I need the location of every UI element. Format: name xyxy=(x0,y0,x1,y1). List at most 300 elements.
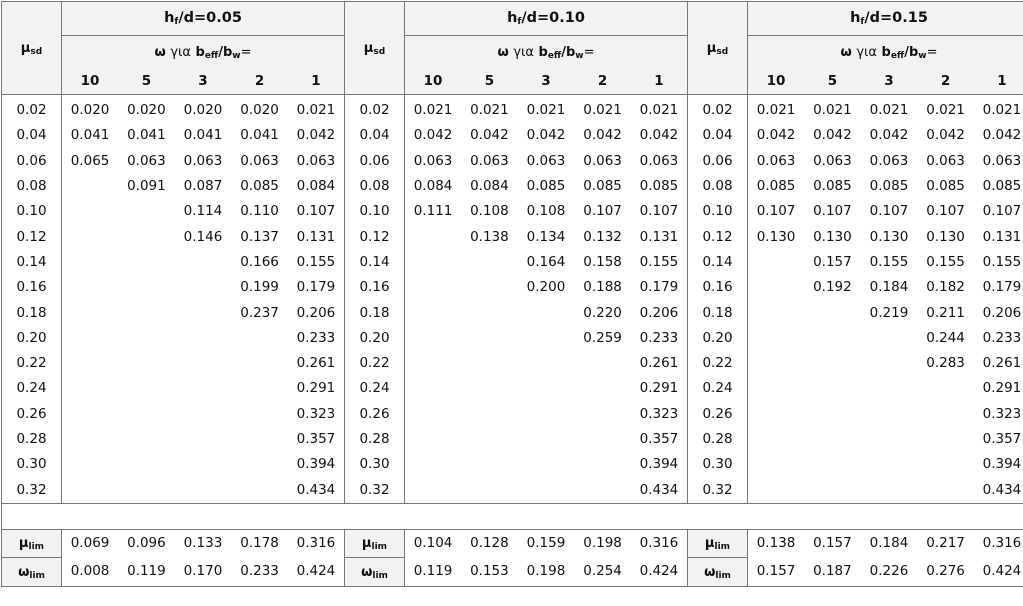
omega-value xyxy=(748,402,805,427)
omega-value: 0.021 xyxy=(804,95,861,124)
omega-value xyxy=(175,326,232,351)
omega-value xyxy=(118,199,175,224)
omega-value xyxy=(405,326,462,351)
omega-value: 0.323 xyxy=(974,402,1023,427)
eff-sub: eff xyxy=(548,51,561,61)
omega-value xyxy=(62,199,119,224)
w-sub: w xyxy=(918,51,926,61)
equals-text: = xyxy=(241,45,252,60)
limit-value: 0.198 xyxy=(518,558,575,587)
omega-value xyxy=(62,174,119,199)
omega-value: 0.394 xyxy=(974,452,1023,477)
limit-symbol xyxy=(2,558,62,587)
omega-value: 0.114 xyxy=(175,199,232,224)
mu-value: 0.04 xyxy=(345,123,405,148)
omega-value: 0.291 xyxy=(631,376,688,401)
mu-value: 0.04 xyxy=(688,123,748,148)
omega-value: 0.323 xyxy=(288,402,345,427)
mu-value: 0.16 xyxy=(345,275,405,300)
mu-value: 0.10 xyxy=(688,199,748,224)
ratio-header: 3 xyxy=(518,69,575,95)
symbol-text: μ xyxy=(364,41,374,56)
table-row xyxy=(2,149,1023,174)
limit-value: 0.157 xyxy=(748,558,805,587)
symbol-text: ω xyxy=(361,565,372,580)
omega-label xyxy=(62,36,345,70)
mu-value: 0.14 xyxy=(688,250,748,275)
mu-value: 0.08 xyxy=(688,174,748,199)
mu-value: 0.14 xyxy=(2,250,62,275)
omega-value: 0.063 xyxy=(574,149,631,174)
omega-value: 0.164 xyxy=(518,250,575,275)
omega-value: 0.199 xyxy=(231,275,288,300)
omega-value xyxy=(175,376,232,401)
omega-value xyxy=(175,351,232,376)
omega-value: 0.085 xyxy=(804,174,861,199)
omega-value: 0.179 xyxy=(631,275,688,300)
symbol-text: μ xyxy=(19,536,29,551)
omega-value: 0.111 xyxy=(405,199,462,224)
omega-value xyxy=(405,452,462,477)
limit-value: 0.138 xyxy=(748,529,805,558)
subscript-text: lim xyxy=(372,542,388,552)
omega-value xyxy=(574,351,631,376)
limit-value: 0.159 xyxy=(518,529,575,558)
omega-value: 0.041 xyxy=(231,123,288,148)
omega-value: 0.021 xyxy=(631,95,688,124)
omega-value: 0.085 xyxy=(748,174,805,199)
omega-value xyxy=(405,224,462,249)
omega-value: 0.138 xyxy=(461,224,518,249)
omega-value xyxy=(518,326,575,351)
omega-value: 0.155 xyxy=(974,250,1023,275)
bw-text: /b xyxy=(561,45,575,60)
omega-value: 0.434 xyxy=(974,477,1023,503)
limit-value: 0.096 xyxy=(118,529,175,558)
omega-value xyxy=(518,300,575,325)
limit-value: 0.178 xyxy=(231,529,288,558)
group-title-suffix: /d=0.10 xyxy=(521,10,585,26)
omega-value: 0.021 xyxy=(518,95,575,124)
omega-value: 0.108 xyxy=(518,199,575,224)
limit-value: 0.226 xyxy=(861,558,918,587)
omega-value xyxy=(804,402,861,427)
omega-design-table xyxy=(1,1,1023,587)
eff-sub: eff xyxy=(891,51,904,61)
omega-value xyxy=(574,402,631,427)
limit-value: 0.198 xyxy=(574,529,631,558)
omega-value: 0.131 xyxy=(974,224,1023,249)
mu-value: 0.08 xyxy=(2,174,62,199)
group-title xyxy=(405,2,688,36)
mu-value: 0.10 xyxy=(345,199,405,224)
omega-value xyxy=(861,477,918,503)
omega-value: 0.063 xyxy=(748,149,805,174)
omega-value: 0.131 xyxy=(631,224,688,249)
mu-value: 0.26 xyxy=(2,402,62,427)
mu-value: 0.20 xyxy=(2,326,62,351)
omega-value: 0.085 xyxy=(861,174,918,199)
omega-value xyxy=(861,351,918,376)
mu-value: 0.04 xyxy=(2,123,62,148)
omega-value xyxy=(62,452,119,477)
omega-value xyxy=(748,452,805,477)
b-text: b xyxy=(539,45,548,60)
omega-value: 0.261 xyxy=(631,351,688,376)
table-row xyxy=(2,275,1023,300)
omega-value: 0.137 xyxy=(231,224,288,249)
limit-symbol xyxy=(345,529,405,558)
table-row xyxy=(2,174,1023,199)
omega-label xyxy=(405,36,688,70)
limit-value: 0.153 xyxy=(461,558,518,587)
limit-symbol xyxy=(688,558,748,587)
omega-value xyxy=(804,452,861,477)
omega-value xyxy=(118,250,175,275)
omega-value xyxy=(804,376,861,401)
omega-value xyxy=(861,427,918,452)
omega-value: 0.131 xyxy=(288,224,345,249)
omega-value xyxy=(405,300,462,325)
omega-value xyxy=(861,376,918,401)
omega-value: 0.192 xyxy=(804,275,861,300)
omega-value xyxy=(461,250,518,275)
group-title-prefix: h xyxy=(507,10,517,26)
table-row xyxy=(2,199,1023,224)
omega-value xyxy=(518,376,575,401)
ratio-header: 10 xyxy=(405,69,462,95)
mu-value: 0.08 xyxy=(345,174,405,199)
mu-value: 0.32 xyxy=(688,477,748,503)
omega-value: 0.042 xyxy=(574,123,631,148)
omega-value: 0.182 xyxy=(917,275,974,300)
omega-value xyxy=(405,376,462,401)
omega-value xyxy=(574,376,631,401)
omega-value: 0.065 xyxy=(62,149,119,174)
omega-value: 0.211 xyxy=(917,300,974,325)
omega-value: 0.084 xyxy=(405,174,462,199)
w-sub: w xyxy=(232,51,240,61)
omega-value: 0.041 xyxy=(118,123,175,148)
omega-value: 0.394 xyxy=(288,452,345,477)
omega-value: 0.434 xyxy=(631,477,688,503)
omega-value: 0.085 xyxy=(917,174,974,199)
omega-value xyxy=(118,477,175,503)
omega-value: 0.063 xyxy=(231,149,288,174)
omega-value xyxy=(574,452,631,477)
table-row xyxy=(2,224,1023,249)
omega-value: 0.219 xyxy=(861,300,918,325)
omega-value: 0.042 xyxy=(748,123,805,148)
ratio-header: 2 xyxy=(917,69,974,95)
limit-value: 0.424 xyxy=(631,558,688,587)
omega-value xyxy=(175,300,232,325)
subscript-text: sd xyxy=(716,47,728,57)
omega-value: 0.237 xyxy=(231,300,288,325)
omega-value xyxy=(748,275,805,300)
omega-value: 0.179 xyxy=(288,275,345,300)
omega-value: 0.063 xyxy=(288,149,345,174)
limit-symbol xyxy=(2,529,62,558)
mu-value: 0.22 xyxy=(688,351,748,376)
omega-label xyxy=(748,36,1023,70)
mu-value: 0.32 xyxy=(2,477,62,503)
mu-value: 0.22 xyxy=(345,351,405,376)
symbol-text: μ xyxy=(362,536,372,551)
limit-value: 0.133 xyxy=(175,529,232,558)
omega-value xyxy=(518,402,575,427)
bw-text: /b xyxy=(218,45,232,60)
omega-value: 0.020 xyxy=(118,95,175,124)
omega-value xyxy=(861,402,918,427)
table-row xyxy=(2,326,1023,351)
omega-value: 0.130 xyxy=(861,224,918,249)
group-title xyxy=(62,2,345,36)
omega-value: 0.166 xyxy=(231,250,288,275)
omega-value xyxy=(175,402,232,427)
group-title xyxy=(748,2,1023,36)
mu-value: 0.14 xyxy=(345,250,405,275)
mu-sd-header xyxy=(688,2,748,95)
omega-value: 0.085 xyxy=(631,174,688,199)
omega-value: 0.020 xyxy=(175,95,232,124)
mu-value: 0.02 xyxy=(688,95,748,124)
omega-value xyxy=(175,275,232,300)
gia-text: για xyxy=(856,45,877,60)
mu-value: 0.24 xyxy=(688,376,748,401)
omega-value xyxy=(405,275,462,300)
mu-value: 0.18 xyxy=(2,300,62,325)
subscript-text: lim xyxy=(29,542,45,552)
subscript-text: lim xyxy=(372,571,388,581)
omega-value: 0.085 xyxy=(518,174,575,199)
omega-value: 0.206 xyxy=(631,300,688,325)
omega-value xyxy=(231,427,288,452)
w-sub: w xyxy=(575,51,583,61)
mu-value: 0.22 xyxy=(2,351,62,376)
limit-value: 0.128 xyxy=(461,529,518,558)
mu-value: 0.28 xyxy=(345,427,405,452)
omega-value xyxy=(62,351,119,376)
table-row xyxy=(2,351,1023,376)
table-body xyxy=(2,95,1023,587)
omega-value: 0.084 xyxy=(461,174,518,199)
mu-value: 0.02 xyxy=(345,95,405,124)
omega-value xyxy=(62,402,119,427)
spacer-cell xyxy=(2,503,1023,529)
omega-value xyxy=(62,326,119,351)
limit-value: 0.170 xyxy=(175,558,232,587)
limit-symbol xyxy=(345,558,405,587)
omega-value: 0.188 xyxy=(574,275,631,300)
group-title-prefix: h xyxy=(164,10,174,26)
table-row xyxy=(2,250,1023,275)
b-text: b xyxy=(882,45,891,60)
limit-value: 0.424 xyxy=(974,558,1023,587)
group-title-suffix: /d=0.15 xyxy=(864,10,928,26)
omega-value xyxy=(461,300,518,325)
omega-value: 0.042 xyxy=(861,123,918,148)
spacer-row xyxy=(2,503,1023,529)
omega-value xyxy=(461,351,518,376)
table-row xyxy=(2,452,1023,477)
omega-value: 0.020 xyxy=(62,95,119,124)
omega-value xyxy=(405,427,462,452)
mu-sd-header xyxy=(2,2,62,95)
omega-value xyxy=(748,300,805,325)
omega-value: 0.063 xyxy=(461,149,518,174)
omega-value: 0.146 xyxy=(175,224,232,249)
omega-value: 0.041 xyxy=(175,123,232,148)
bw-text: /b xyxy=(904,45,918,60)
limit-value: 0.119 xyxy=(405,558,462,587)
omega-value: 0.063 xyxy=(974,149,1023,174)
ratio-header: 3 xyxy=(861,69,918,95)
omega-value: 0.063 xyxy=(861,149,918,174)
subscript-text: sd xyxy=(373,47,385,57)
omega-value: 0.063 xyxy=(118,149,175,174)
group-title-sub: f xyxy=(174,17,178,27)
limit-value: 0.276 xyxy=(917,558,974,587)
mu-value: 0.12 xyxy=(2,224,62,249)
symbol-text: μ xyxy=(705,536,715,551)
ratio-header: 10 xyxy=(62,69,119,95)
omega-value xyxy=(804,427,861,452)
ratio-header: 3 xyxy=(175,69,232,95)
ratio-header: 10 xyxy=(748,69,805,95)
omega-value xyxy=(405,477,462,503)
omega-value xyxy=(518,452,575,477)
omega-value: 0.021 xyxy=(461,95,518,124)
omega-value xyxy=(518,477,575,503)
limit-value: 0.233 xyxy=(231,558,288,587)
omega-value xyxy=(62,376,119,401)
limit-value: 0.316 xyxy=(288,529,345,558)
gia-text: για xyxy=(170,45,191,60)
equals-text: = xyxy=(584,45,595,60)
omega-value: 0.206 xyxy=(288,300,345,325)
omega-value: 0.021 xyxy=(861,95,918,124)
subscript-text: lim xyxy=(715,571,731,581)
mu-value: 0.18 xyxy=(688,300,748,325)
omega-value: 0.107 xyxy=(288,199,345,224)
omega-value: 0.085 xyxy=(574,174,631,199)
omega-value xyxy=(461,452,518,477)
omega-value: 0.283 xyxy=(917,351,974,376)
table-row xyxy=(2,427,1023,452)
omega-value: 0.107 xyxy=(574,199,631,224)
mu-value: 0.30 xyxy=(2,452,62,477)
limit-value: 0.119 xyxy=(118,558,175,587)
omega-value: 0.042 xyxy=(974,123,1023,148)
omega-value xyxy=(804,326,861,351)
omega-value xyxy=(231,402,288,427)
omega-value: 0.155 xyxy=(288,250,345,275)
omega-value: 0.291 xyxy=(288,376,345,401)
omega-value xyxy=(118,351,175,376)
mu-value: 0.02 xyxy=(2,95,62,124)
symbol-text: μ xyxy=(21,41,31,56)
ratio-header: 1 xyxy=(288,69,345,95)
mu-value: 0.30 xyxy=(345,452,405,477)
table-row xyxy=(2,477,1023,503)
omega-value: 0.084 xyxy=(288,174,345,199)
omega-value: 0.063 xyxy=(405,149,462,174)
limit-value: 0.254 xyxy=(574,558,631,587)
ratio-header: 1 xyxy=(974,69,1023,95)
omega-value: 0.132 xyxy=(574,224,631,249)
mu-value: 0.26 xyxy=(688,402,748,427)
omega-value xyxy=(118,275,175,300)
omega-value xyxy=(574,427,631,452)
ratio-header: 5 xyxy=(118,69,175,95)
omega-value: 0.220 xyxy=(574,300,631,325)
omega-value: 0.130 xyxy=(748,224,805,249)
omega-value xyxy=(461,326,518,351)
omega-value xyxy=(62,275,119,300)
omega-value: 0.020 xyxy=(231,95,288,124)
limit-symbol xyxy=(688,529,748,558)
omega-symbol: ω xyxy=(154,45,165,60)
omega-value xyxy=(748,477,805,503)
mu-value: 0.06 xyxy=(688,149,748,174)
omega-value: 0.130 xyxy=(917,224,974,249)
symbol-text: μ xyxy=(707,41,717,56)
omega-value: 0.233 xyxy=(288,326,345,351)
omega-value xyxy=(118,376,175,401)
omega-value: 0.130 xyxy=(804,224,861,249)
omega-value: 0.394 xyxy=(631,452,688,477)
ratio-header: 2 xyxy=(574,69,631,95)
omega-value: 0.063 xyxy=(631,149,688,174)
omega-value: 0.157 xyxy=(804,250,861,275)
header-row-groups xyxy=(2,2,1023,36)
group-title-sub: f xyxy=(860,17,864,27)
omega-value: 0.107 xyxy=(917,199,974,224)
omega-value: 0.021 xyxy=(574,95,631,124)
mu-value: 0.06 xyxy=(345,149,405,174)
mu-value: 0.24 xyxy=(2,376,62,401)
table-row xyxy=(2,402,1023,427)
limit-value: 0.424 xyxy=(288,558,345,587)
omega-value: 0.107 xyxy=(861,199,918,224)
group-title-prefix: h xyxy=(850,10,860,26)
omega-value xyxy=(405,351,462,376)
header-row-ratios xyxy=(2,69,1023,95)
mu-value: 0.12 xyxy=(688,224,748,249)
omega-value xyxy=(62,224,119,249)
omega-value: 0.042 xyxy=(518,123,575,148)
omega-value: 0.233 xyxy=(631,326,688,351)
limit-value: 0.008 xyxy=(62,558,119,587)
omega-value: 0.357 xyxy=(631,427,688,452)
omega-value: 0.021 xyxy=(917,95,974,124)
omega-value: 0.042 xyxy=(804,123,861,148)
omega-value: 0.041 xyxy=(62,123,119,148)
omega-value: 0.063 xyxy=(917,149,974,174)
omega-value: 0.107 xyxy=(804,199,861,224)
b-text: b xyxy=(196,45,205,60)
omega-value: 0.233 xyxy=(974,326,1023,351)
omega-value: 0.063 xyxy=(804,149,861,174)
omega-value: 0.323 xyxy=(631,402,688,427)
omega-value: 0.021 xyxy=(405,95,462,124)
omega-value xyxy=(917,376,974,401)
limit-value: 0.316 xyxy=(974,529,1023,558)
limit-value: 0.157 xyxy=(804,529,861,558)
omega-value: 0.155 xyxy=(917,250,974,275)
omega-value xyxy=(461,402,518,427)
